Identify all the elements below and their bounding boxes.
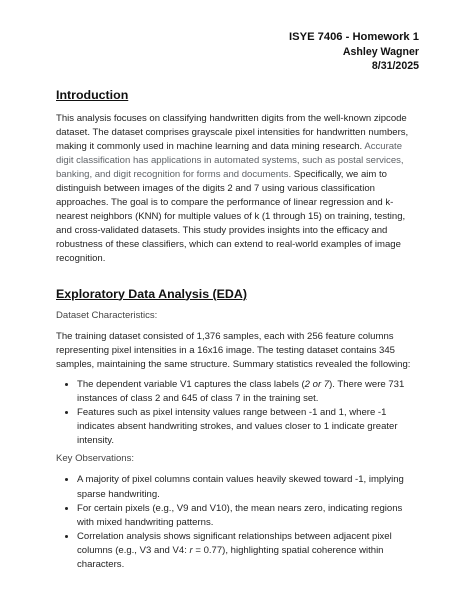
dataset-characteristics-label: Dataset Characteristics: xyxy=(56,309,158,321)
key-observations-list xyxy=(56,473,419,572)
introduction-heading: Introduction xyxy=(56,87,129,102)
document-page xyxy=(56,30,419,576)
key-observation-item: • A majority of pixel columns contain values heavily skewed toward -1, implying sparse handwriting. xyxy=(77,473,419,501)
dataset-paragraph: The training dataset consisted of 1,376 samples, each with 256 feature columns representing pixel intensities in a 16x16 image. The testing dataset contains 345 samples, maintaining the same structure. Summary statistics revealed the following: xyxy=(56,330,411,370)
intro-text-part2: Accurate digit classification has applications in automated systems, such as postal services, banking, and digit recognition for forms and documents. xyxy=(56,140,404,180)
header-title: ISYE 7406 - Homework 1 xyxy=(289,31,419,43)
intro-text-part1: This analysis focuses on classifying handwritten digits from the well-known zipcode dataset. The dataset comprises grayscale pixel intensities for handwritten numbers, making it commonly used in machine learning and data mining research. xyxy=(56,112,409,152)
document-header xyxy=(56,30,419,74)
dataset-bullet-item: • Features such as pixel intensity values range between -1 and 1, where -1 indicates absent handwriting strokes, and values closer to 1 indicate greater intensity. xyxy=(77,406,419,448)
key-observation-item xyxy=(77,530,419,572)
key-observations-label: Key Observations: xyxy=(56,453,135,465)
intro-text-part3: Specifically, we aim to distinguish between images of the digits 2 and 7 using various classification approaches. The goal is to compare the performance of linear regression and k-nearest neighbors (KNN) for multiple values of k (1 through 15) on training, testing, and cross-validated datasets. This study provides insights into the efficacy and robustness of these classifiers, which can extend to real-world examples of image recognition. xyxy=(56,168,406,265)
dataset-bullet-item xyxy=(77,378,419,406)
header-date: 8/31/2025 xyxy=(371,60,419,72)
header-author: Ashley Wagner xyxy=(342,45,419,58)
dataset-bullet-list xyxy=(56,378,419,448)
key3-italic: r xyxy=(189,544,193,556)
key3-text-a: Correlation analysis shows significant relationships between adjacent pixel columns (e.g., V3 and V4: xyxy=(77,530,392,556)
bullet1-italic: 2 or 7 xyxy=(304,378,330,390)
key3-text-b: = 0.77), highlighting spatial coherence within characters. xyxy=(77,544,384,571)
introduction-paragraph xyxy=(56,112,419,267)
key-observation-item: • For certain pixels (e.g., V9 and V10), the mean nears zero, indicating regions with mixed handwriting patterns. xyxy=(77,502,419,530)
bullet1-text-a: The dependent variable V1 captures the class labels ( xyxy=(77,378,305,390)
bullet1-text-b: ). There were 731 instances of class 2 and 645 of class 7 in the training set. xyxy=(77,378,405,404)
eda-heading: Exploratory Data Analysis (EDA) xyxy=(56,286,247,301)
